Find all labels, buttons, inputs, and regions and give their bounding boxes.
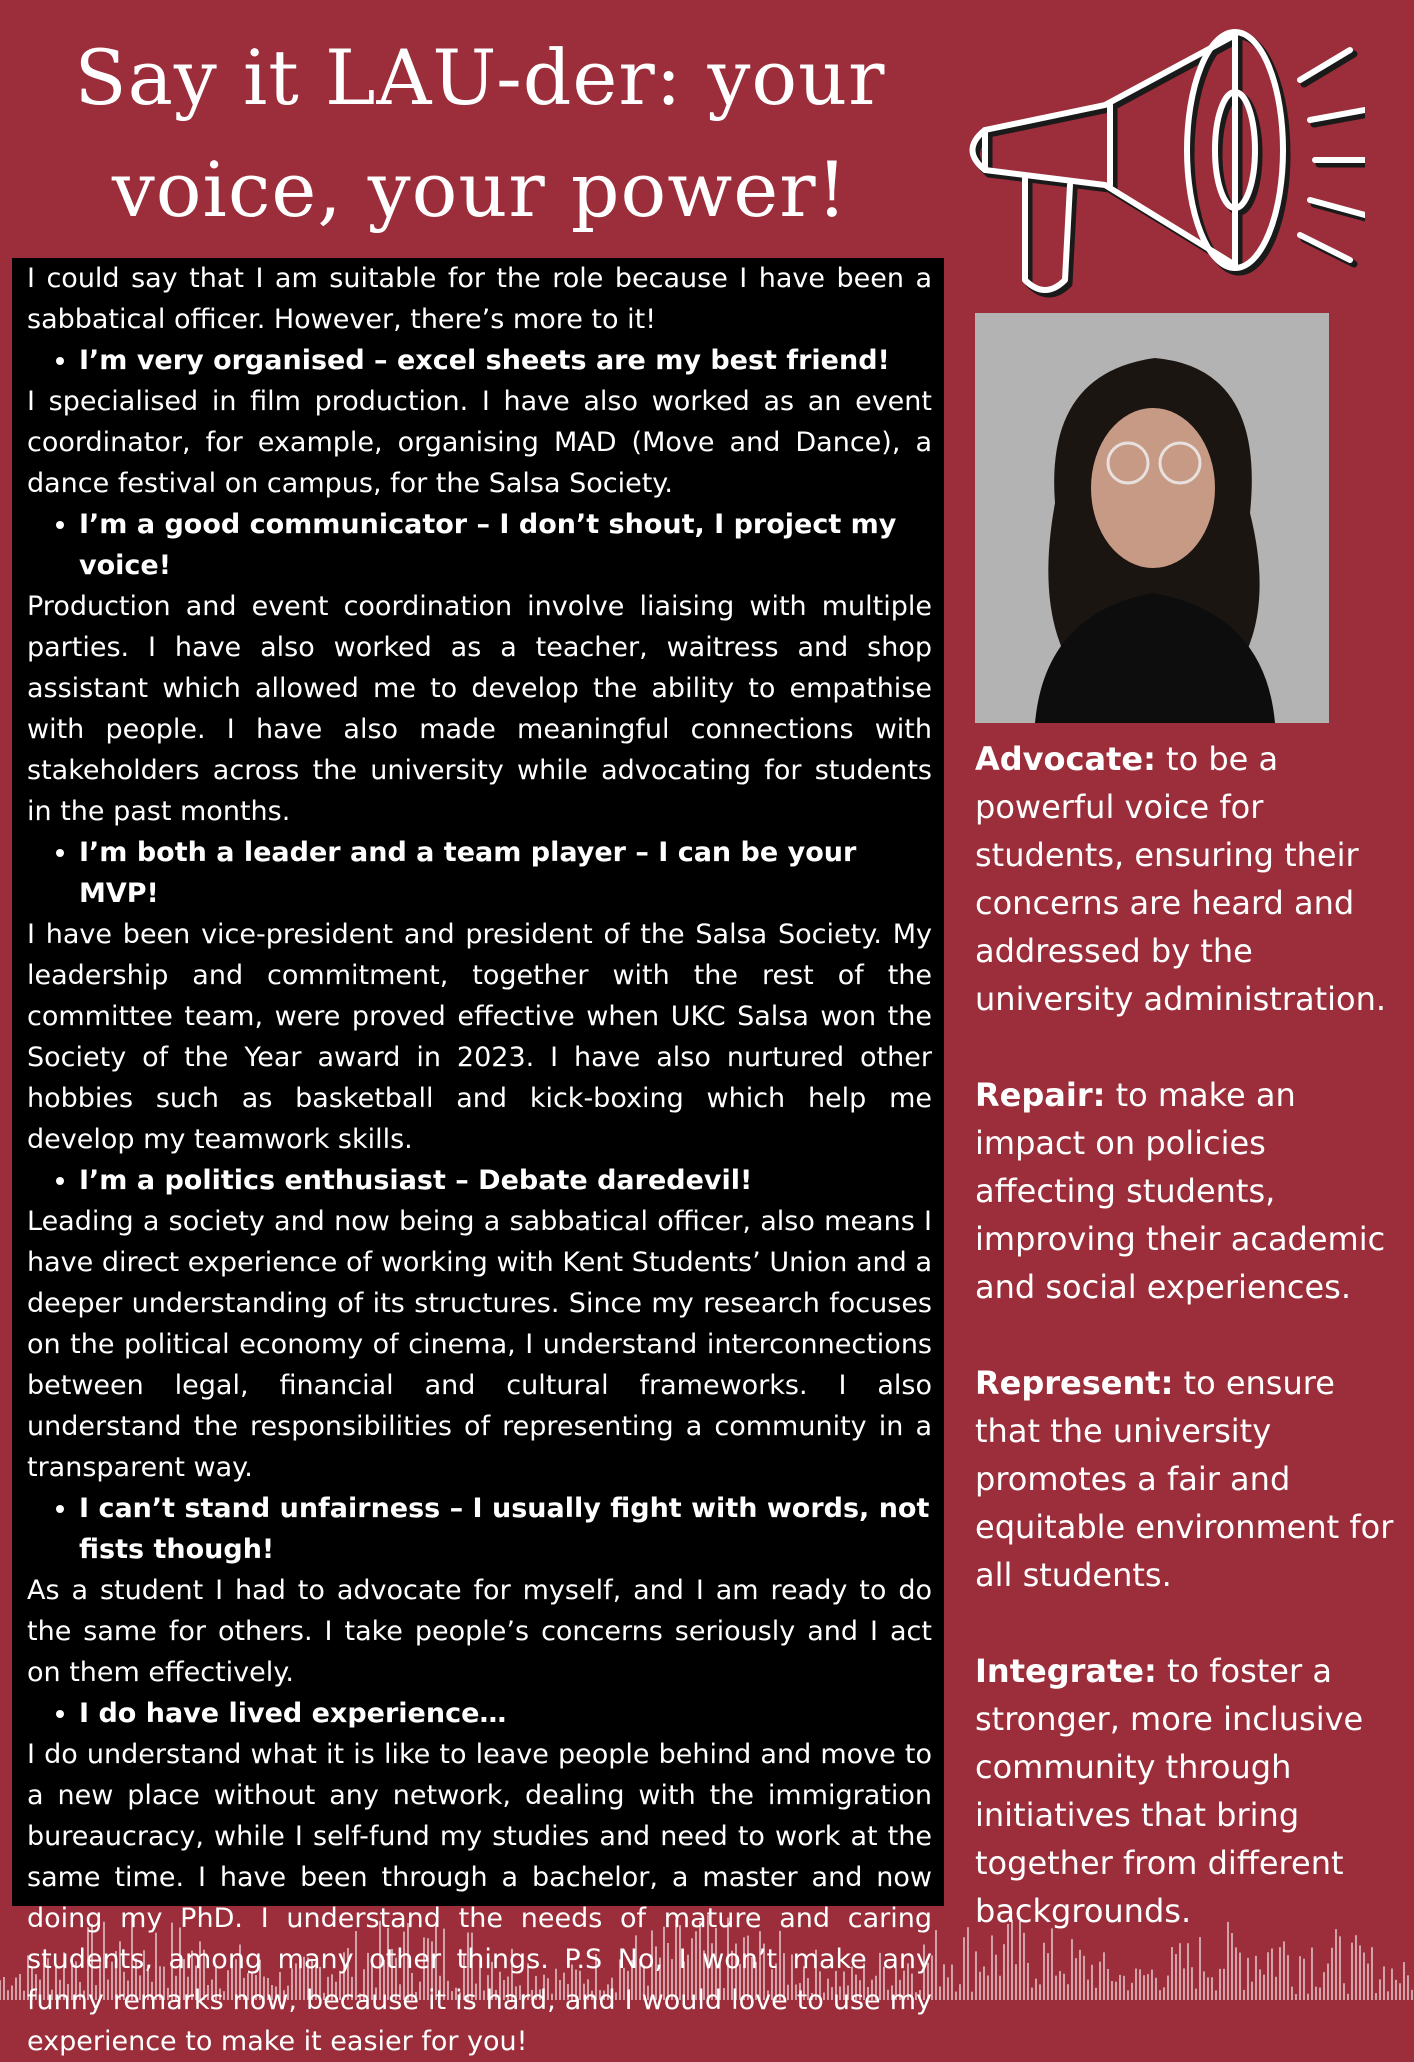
poster-title xyxy=(30,22,930,246)
candidate-statement xyxy=(12,258,944,2057)
goal-integrate xyxy=(975,1647,1405,1935)
goal-term: Integrate: xyxy=(975,1652,1157,1690)
section-body: I have been vice-president and president of the Salsa Society. My leadership and commitment, together with the rest of the committee team, were proved effective when UKC Salsa won the Society of the Year award in 2023. I have also nurtured other hobbies such as basketball and kick-boxing which help me develop my teamwork skills. xyxy=(27,919,932,1155)
section-heading: • I’m both a leader and a team player – I can be your MVP! xyxy=(79,832,932,914)
section-body: Production and event coordination involve liaising with multiple parties. I have also worked as a teacher, waitress and shop assistant which allowed me to develop the ability to empathise with people. I have also made meaningful connections with stakeholders across the university while advocating for students in the past months. xyxy=(27,591,932,827)
section-body: I specialised in film production. I have also worked as an event coordinator, for example, organising MAD (Move and Dance), a dance festival on campus, for the Salsa Society. xyxy=(27,386,932,499)
goal-text: to foster a stronger, more inclusive community through initiatives that bring together from different backgrounds. xyxy=(975,1652,1364,1930)
goal-text: to be a powerful voice for students, ensuring their concerns are heard and addressed by the university administration. xyxy=(975,740,1387,1018)
section-body: As a student I had to advocate for myself, and I am ready to do the same for others. I take people’s concerns seriously and I act on them effectively. xyxy=(27,1575,932,1688)
section-2-heading-list xyxy=(27,504,932,586)
section-body: I do understand what it is like to leave people behind and move to a new place without any network, dealing with the immigration bureaucracy, while I self-fund my studies and need to work at the same time. I have been through a bachelor, a master and now doing my PhD. I understand the needs of mature and caring students, among many other things. P.S No, I won’t make any funny remarks now, because it is hard, and I would love to use my experience to make it easier for you! xyxy=(27,1739,932,2057)
goal-term: Advocate: xyxy=(975,740,1156,778)
megaphone-icon xyxy=(945,10,1365,310)
candidate-photo xyxy=(975,313,1329,723)
section-3-heading-list xyxy=(27,832,932,914)
manifesto-goals xyxy=(975,735,1405,1983)
goal-term: Repair: xyxy=(975,1076,1106,1114)
goal-text: to make an impact on policies affecting students, improving their academic and social experiences. xyxy=(975,1076,1386,1306)
section-heading: • I’m a politics enthusiast – Debate daredevil! xyxy=(79,1160,932,1201)
sound-wave xyxy=(0,1905,1414,2000)
section-6-heading-list xyxy=(27,1693,932,1734)
section-5-heading-list xyxy=(27,1488,932,1570)
intro-text: I could say that I am suitable for the role because I have been a sabbatical officer. However, there’s more to it! xyxy=(27,263,932,335)
goal-term: Represent: xyxy=(975,1364,1174,1402)
section-heading: • I can’t stand unfairness – I usually fight with words, not fists though! xyxy=(79,1488,932,1570)
section-heading: • I’m a good communicator – I don’t shout, I project my voice! xyxy=(79,504,932,586)
section-heading: • I’m very organised – excel sheets are my best friend! xyxy=(79,340,932,381)
section-4-heading-list xyxy=(27,1160,932,1201)
title-line-2: voice, your power! xyxy=(111,145,849,234)
title-line-1: Say it LAU-der: your xyxy=(74,33,886,122)
goal-repair xyxy=(975,1071,1405,1311)
goal-advocate xyxy=(975,735,1405,1023)
section-body: Leading a society and now being a sabbatical officer, also means I have direct experience of working with Kent Students’ Union and a deeper understanding of its structures. Since my research focuses on the political economy of cinema, I understand interconnections between legal, financial and cultural frameworks. I also understand the responsibilities of representing a community in a transparent way. xyxy=(27,1206,932,1483)
candidate-portrait xyxy=(975,313,1329,723)
section-heading: • I do have lived experience… xyxy=(79,1693,932,1734)
goal-represent xyxy=(975,1359,1405,1599)
goal-text: to ensure that the university promotes a fair and equitable environment for all students. xyxy=(975,1364,1394,1594)
section-1-heading-list xyxy=(27,340,932,381)
